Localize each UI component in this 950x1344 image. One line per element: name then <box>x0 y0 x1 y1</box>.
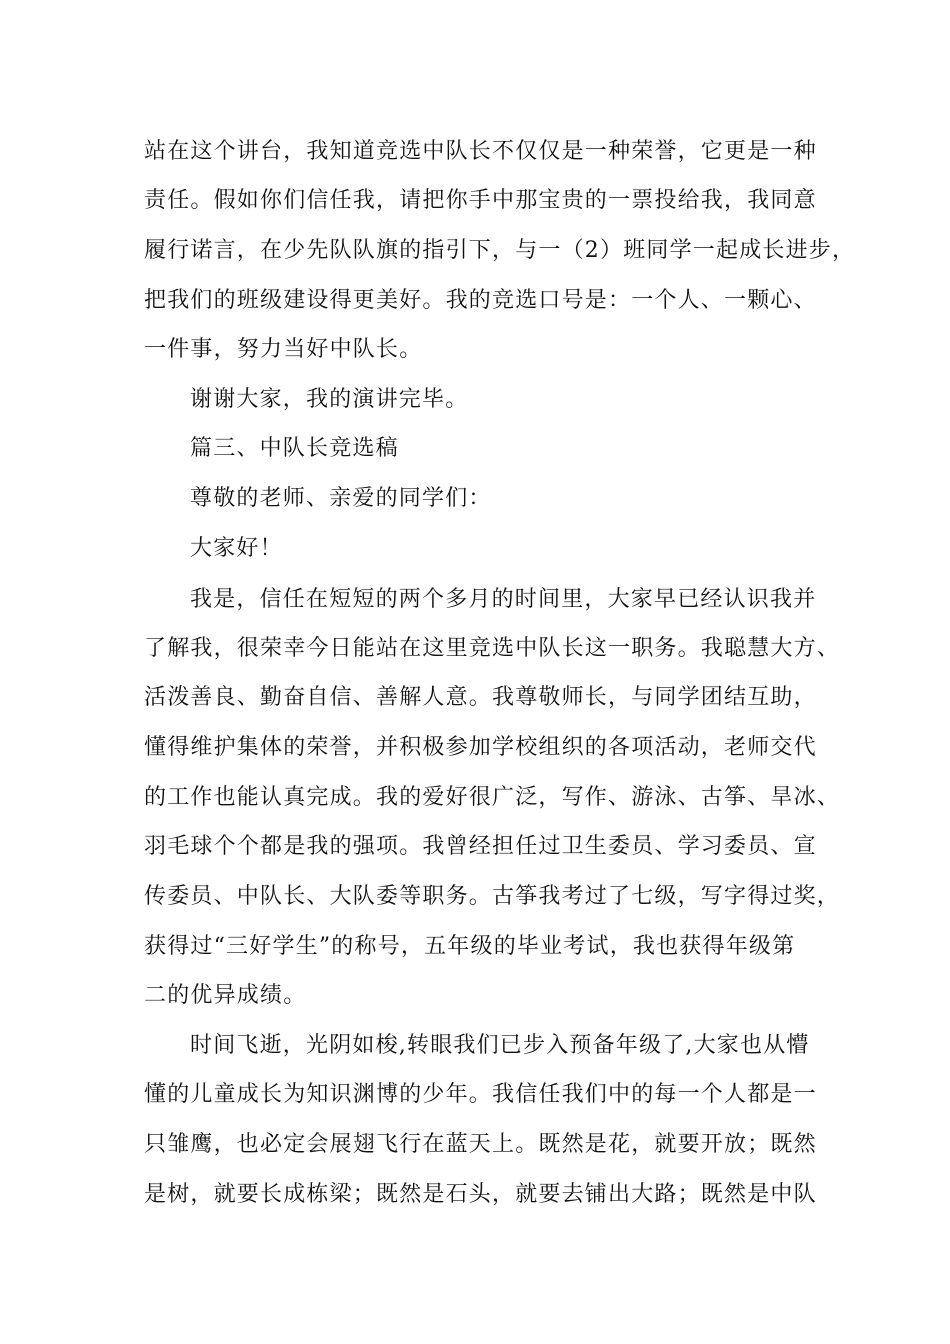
text-line: 一件事，努力当好中队长。 <box>144 337 423 362</box>
text-line: 时间飞逝，光阴如梭,转眼我们已步入预备年级了,大家也从懵 <box>190 1033 810 1058</box>
text-line: 二的优异成绩。 <box>144 983 307 1008</box>
text-line: 的工作也能认真完成。我的爱好很广泛，写作、游泳、古筝、旱冰、 <box>144 785 841 810</box>
greeting: 大家好！ <box>190 536 283 561</box>
text-line: 懂得维护集体的荣誉，并积极参加学校组织的各项活动，老师交代 <box>144 735 817 760</box>
text-line: 传委员、中队长、大队委等职务。古筝我考过了七级，写字得过奖， <box>144 884 841 909</box>
text-line: 了解我，很荣幸今日能站在这里竞选中队长这一职务。我聪慧大方、 <box>144 636 841 661</box>
salutation: 尊敬的老师、亲爱的同学们： <box>190 486 492 511</box>
text-line: 活泼善良、勤奋自信、善解人意。我尊敬师长，与同学团结互助， <box>144 685 817 710</box>
text-line: 责任。假如你们信任我，请把你手中那宝贵的一票投给我，我同意 <box>144 188 817 213</box>
text-line: 谢谢大家，我的演讲完毕。 <box>190 387 469 412</box>
text-line: 站在这个讲台，我知道竞选中队长不仅仅是一种荣誉，它更是一种 <box>144 139 817 164</box>
text-line: 我是，信任在短短的两个多月的时间里，大家早已经认识我并 <box>190 587 817 612</box>
text-line: 把我们的班级建设得更美好。我的竞选口号是：一个人、一颗心、 <box>144 288 817 313</box>
text-line: 懂的儿童成长为知识渊博的少年。我信任我们中的每一个人都是一 <box>144 1082 817 1107</box>
text-line: 羽毛球个个都是我的强项。我曾经担任过卫生委员、学习委员、宣 <box>144 834 817 859</box>
text-line: 获得过“三好学生”的称号，五年级的毕业考试，我也获得年级第 <box>144 934 796 959</box>
text-line: 履行诺言，在少先队队旗的指引下，与一（2）班同学一起成长进步， <box>144 238 856 263</box>
text-line: 只雏鹰，也必定会展翅飞行在蓝天上。既然是花，就要开放；既然 <box>144 1132 817 1157</box>
section-heading: 篇三、中队长竞选稿 <box>190 436 399 461</box>
text-line: 是树，就要长成栋梁；既然是石头，就要去铺出大路；既然是中队 <box>144 1182 817 1207</box>
